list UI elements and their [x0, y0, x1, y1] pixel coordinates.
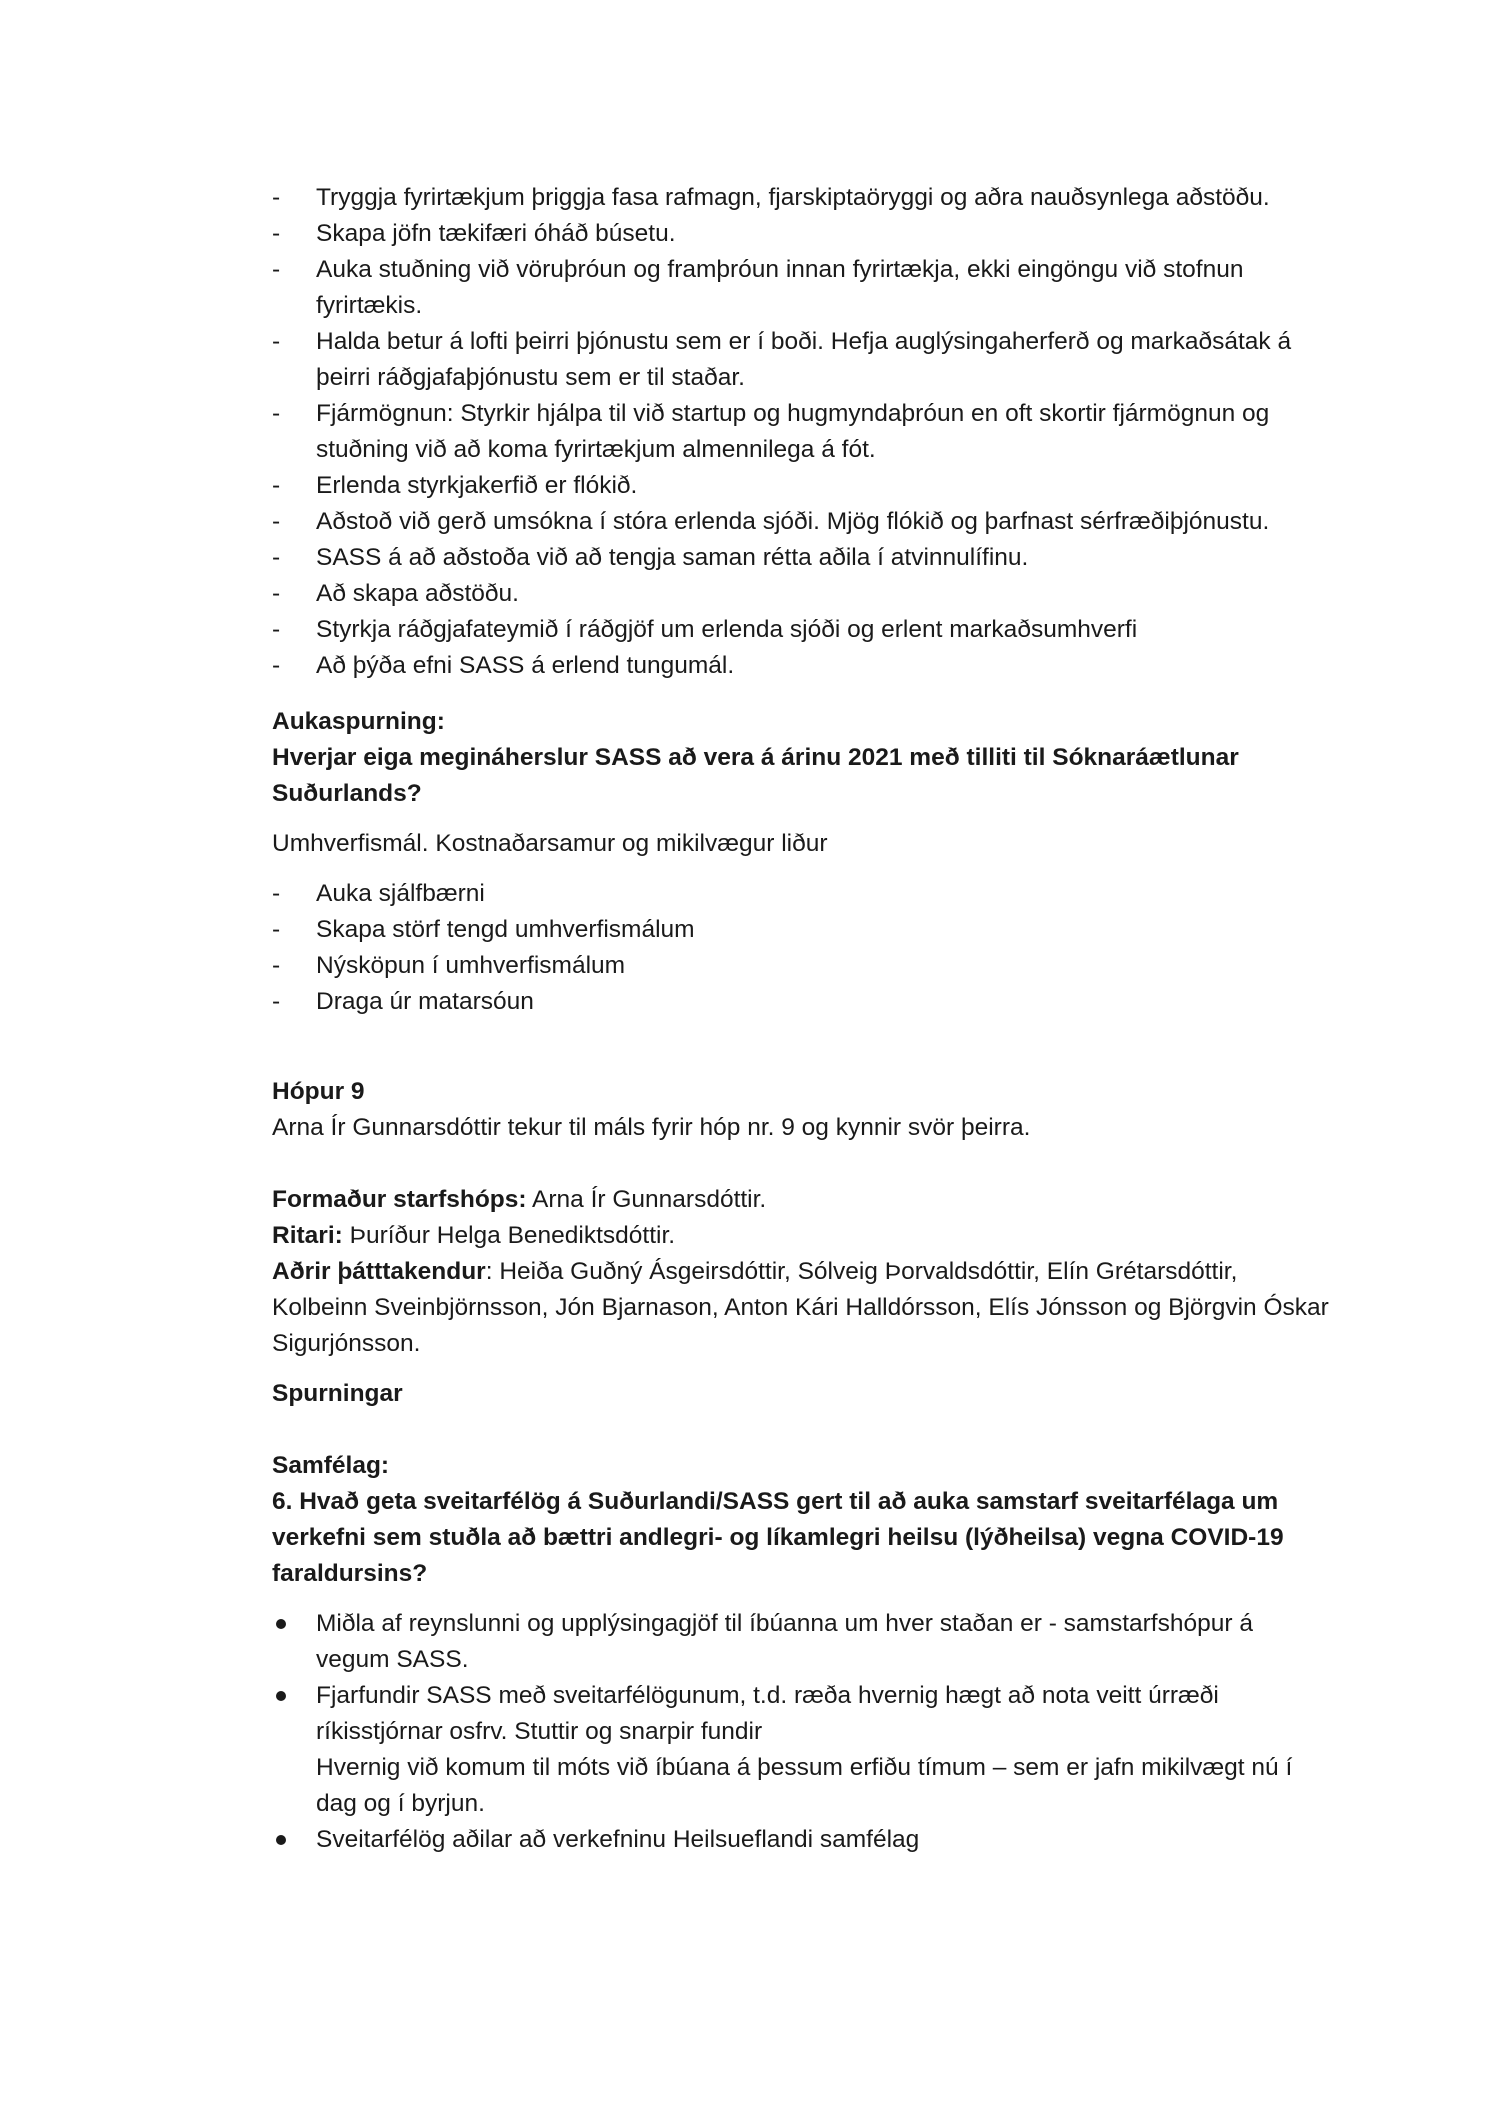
answers-list: [272, 1606, 1332, 1858]
list-item-continuation: Hvernig við komum til móts við íbúana á þessum erfiðu tímum – sem er jafn mikilvægt nú í dag og í byrjun.: [316, 1754, 1293, 1817]
list-item-text: Miðla af reynslunni og upplýsingagjöf til íbúanna um hver staðan er - samstarfshópur á vegum SASS.: [316, 1610, 1253, 1673]
list-item: - Erlenda styrkjakerfið er flókið.: [272, 468, 1332, 504]
list-item: [272, 1606, 1332, 1678]
extra-question-text: Hverjar eiga megináherslur SASS að vera á árinu 2021 með tilliti til Sóknaráætlunar Suðurlands?: [272, 744, 1239, 807]
list-item: - Aðstoð við gerð umsókna í stóra erlenda sjóði. Mjög flókið og þarfnast sérfræðiþjónustu.: [272, 504, 1332, 540]
participants-value: : Heiða Guðný Ásgeirsdóttir, Sólveig Þorvaldsdóttir, Elín Grétarsdóttir, Kolbeinn Sveinbjörnsson, Jón Bjarnason, Anton Kári Halldórsson, Elís Jónsson og Björgvin Óskar Sigurjónsson.: [272, 1258, 1329, 1357]
secretary-value: Þuríður Helga Benediktsdóttir.: [342, 1222, 676, 1249]
list-item: - SASS á að aðstoða við að tengja saman rétta aðila í atvinnulífinu.: [272, 540, 1332, 576]
list-item: - Auka stuðning við vöruþróun og framþróun innan fyrirtækja, ekki eingöngu við stofnun fyrirtækis.: [272, 252, 1332, 324]
list-item: [272, 1678, 1332, 1822]
document-page: [272, 180, 1332, 1858]
category-heading: Samfélag:: [272, 1452, 390, 1479]
list-item: - Að skapa aðstöðu.: [272, 576, 1332, 612]
chair-value: Arna Ír Gunnarsdóttir.: [526, 1186, 767, 1213]
list-item-text: Sveitarfélög aðilar að verkefninu Heilsueflandi samfélag: [316, 1826, 920, 1853]
chair-label: Formaður starfshóps:: [272, 1186, 527, 1213]
group-secretary: [272, 1218, 1332, 1254]
extra-question-heading: Aukaspurning:: [272, 708, 445, 735]
list-item: - Skapa störf tengd umhverfismálum: [272, 912, 1332, 948]
extra-question-answer: Umhverfismál. Kostnaðarsamur og mikilvægur liður: [272, 830, 828, 857]
list-item: - Halda betur á lofti þeirri þjónustu sem er í boði. Hefja auglýsingaherferð og markaðsátak á þeirri ráðgjafaþjónustu sem er til staðar.: [272, 324, 1332, 396]
list-item: - Auka sjálfbærni: [272, 876, 1332, 912]
environment-list: [272, 876, 1332, 1020]
list-item: - Draga úr matarsóun: [272, 984, 1332, 1020]
group-chair: [272, 1182, 1332, 1218]
list-item-text: Fjarfundir SASS með sveitarfélögunum, t.d. ræða hvernig hægt að nota veitt úrræði ríkisstjórnar osfrv. Stuttir og snarpir fundir: [316, 1682, 1219, 1745]
group-title: Hópur 9: [272, 1078, 365, 1105]
list-item: - Nýsköpun í umhverfismálum: [272, 948, 1332, 984]
secretary-label: Ritari:: [272, 1222, 343, 1249]
list-item: - Skapa jöfn tækifæri óháð búsetu.: [272, 216, 1332, 252]
group-intro: Arna Ír Gunnarsdóttir tekur til máls fyrir hóp nr. 9 og kynnir svör þeirra.: [272, 1114, 1031, 1141]
list-item: - Tryggja fyrirtækjum þriggja fasa rafmagn, fjarskiptaöryggi og aðra nauðsynlega aðstöðu.: [272, 180, 1332, 216]
list-item: - Að þýða efni SASS á erlend tungumál.: [272, 648, 1332, 684]
group-participants: [272, 1254, 1332, 1362]
list-item: - Styrkja ráðgjafateymið í ráðgjöf um erlenda sjóði og erlent markaðsumhverfi: [272, 612, 1332, 648]
participants-label: Aðrir þátttakendur: [272, 1258, 486, 1285]
question-6: 6. Hvað geta sveitarfélög á Suðurlandi/SASS gert til að auka samstarf sveitarfélaga um verkefni sem stuðla að bættri andlegri- og líkamlegri heilsu (lýðheilsa) vegna COVID-19 faraldursins?: [272, 1488, 1284, 1587]
list-item: [272, 1822, 1332, 1858]
list-item: - Fjármögnun: Styrkir hjálpa til við startup og hugmyndaþróun en oft skortir fjármögnun og stuðning við að koma fyrirtækjum almennilega á fót.: [272, 396, 1332, 468]
questions-heading: Spurningar: [272, 1380, 403, 1407]
support-needs-list: [272, 180, 1332, 684]
